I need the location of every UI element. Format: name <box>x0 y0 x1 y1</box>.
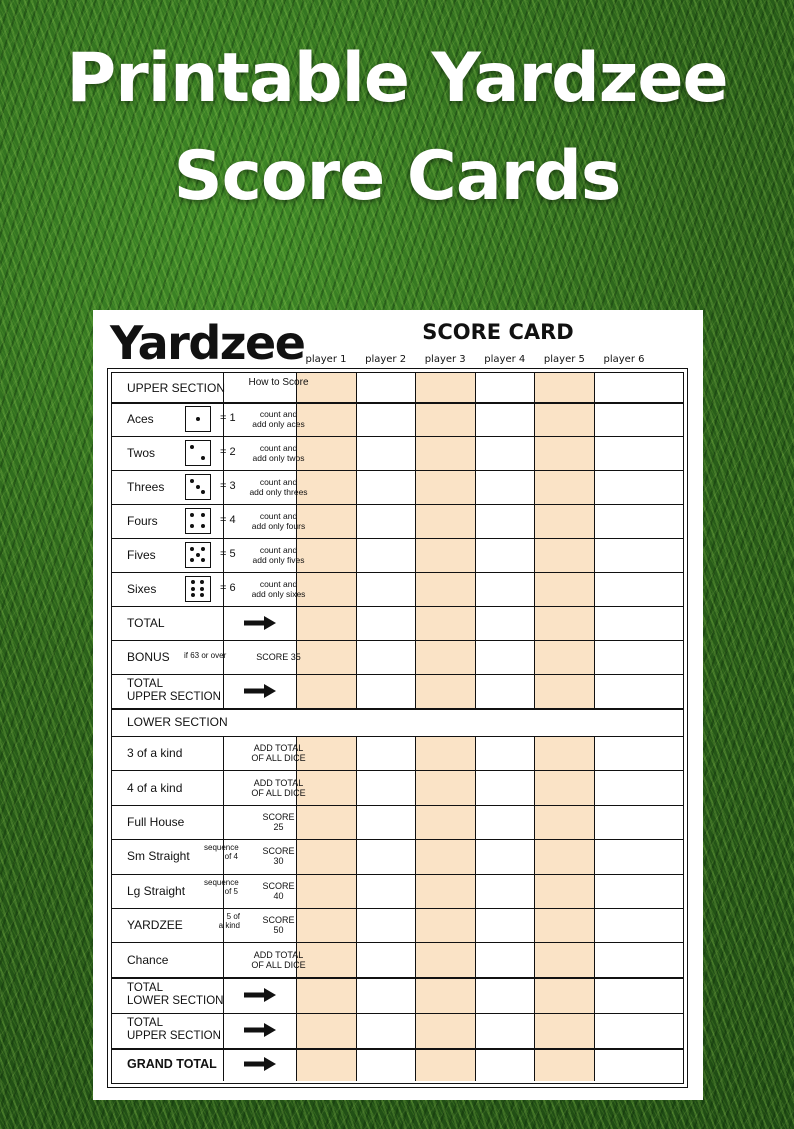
how-to-score-twos <box>242 443 315 463</box>
player-3-score-cell[interactable] <box>415 572 475 606</box>
how-to-score-sixes <box>242 579 315 599</box>
how-to-score-fives-line-2: add only fives <box>252 555 305 565</box>
column-divider <box>534 373 535 708</box>
how-to-score-aces-line-2: add only aces <box>252 419 305 429</box>
player-4-score-cell[interactable] <box>475 942 535 976</box>
player-6-score-cell[interactable] <box>594 1048 654 1081</box>
player-2-score-cell[interactable] <box>356 572 416 606</box>
row-divider <box>112 977 683 979</box>
how-to-score-threes-line-1: count and <box>259 477 298 487</box>
player-2-score-cell[interactable] <box>356 504 416 538</box>
player-3-score-cell[interactable] <box>415 504 475 538</box>
die-pip <box>201 513 205 517</box>
player-3-score-cell[interactable] <box>415 839 475 873</box>
lower-row-note-line-2: a kind <box>218 921 240 930</box>
player-2-score-cell[interactable] <box>356 402 416 436</box>
player-3-score-cell[interactable] <box>415 402 475 436</box>
player-4-score-cell[interactable] <box>475 736 535 770</box>
lower-section-heading: LOWER SECTION <box>127 715 228 729</box>
total-upper-section-label-line-1: TOTAL <box>127 1017 163 1030</box>
bonus-how-to-score: SCORE 35 <box>256 652 301 662</box>
die-pip <box>191 593 195 597</box>
player-6-score-cell[interactable] <box>594 908 654 942</box>
player-4-score-cell[interactable] <box>475 538 535 572</box>
player-6-score-cell[interactable] <box>594 770 654 804</box>
column-divider <box>223 736 224 1081</box>
upper-total-label: TOTAL <box>127 616 165 630</box>
grand-total-label: GRAND TOTAL <box>127 1057 217 1072</box>
lower-row-note <box>204 843 238 861</box>
how-to-score-lower-line-2: 50 <box>273 925 284 936</box>
lower-row-label: Sm Straight <box>127 849 190 864</box>
player-2-score-cell[interactable] <box>356 874 416 908</box>
score-card <box>93 310 703 1100</box>
die-value: = 1 <box>220 412 236 424</box>
how-to-score-lower <box>242 778 315 798</box>
how-to-score-twos-line-1: count and <box>259 443 298 453</box>
column-divider <box>594 736 595 1081</box>
player-4-score-cell[interactable] <box>475 674 535 708</box>
die-pip <box>190 513 194 517</box>
player-2-score-cell[interactable] <box>356 805 416 839</box>
how-to-score-lower-line-1: ADD TOTAL <box>253 949 304 960</box>
column-divider <box>356 373 357 708</box>
how-to-score-fours <box>242 511 315 531</box>
player-6-score-cell[interactable] <box>594 640 654 674</box>
player-6-score-cell[interactable] <box>594 436 654 470</box>
total-upper-section-label-line-2: UPPER SECTION <box>127 1030 221 1043</box>
headline-line-1: Printable Yardzee <box>66 39 728 118</box>
player-4-score-cell[interactable] <box>475 977 535 1013</box>
column-divider <box>475 736 476 1081</box>
lower-row-note <box>206 912 240 930</box>
lower-row-label: 4 of a kind <box>127 780 183 795</box>
player-6-score-cell[interactable] <box>594 977 654 1013</box>
how-to-score-lower-line-2: OF ALL DICE <box>251 787 306 798</box>
die-pip <box>201 547 205 551</box>
yardzee-logo: Yardzee <box>110 316 305 370</box>
how-to-score-lower-line-1: SCORE <box>262 880 295 891</box>
die-4-icon <box>185 508 211 534</box>
player-5-score-cell[interactable] <box>534 504 594 538</box>
upper-section-heading: UPPER SECTION <box>127 380 226 395</box>
arrow-right-icon <box>244 1023 276 1037</box>
die-2-icon <box>185 440 211 466</box>
player-6-score-cell[interactable] <box>594 674 654 708</box>
player-2-score-cell[interactable] <box>356 1013 416 1048</box>
player-5-score-cell[interactable] <box>534 908 594 942</box>
player-4-score-cell[interactable] <box>475 640 535 674</box>
how-to-score-fours-line-2: add only fours <box>251 521 306 531</box>
player-4-score-cell[interactable] <box>475 874 535 908</box>
column-divider <box>415 373 416 708</box>
lower-row-note <box>204 878 238 896</box>
die-1-icon <box>185 406 211 432</box>
die-5-icon <box>185 542 211 568</box>
how-to-score-lower <box>242 846 315 866</box>
how-to-score-sixes-line-1: count and <box>259 579 298 589</box>
headline-line-2: Score Cards <box>173 137 621 216</box>
player-4-score-cell[interactable] <box>475 606 535 640</box>
lower-row-note-line-1: sequence <box>204 843 239 853</box>
lower-row-note-line-1: sequence <box>204 877 239 887</box>
player-2-score-cell[interactable] <box>356 908 416 942</box>
lower-row-label: YARDZEE <box>127 918 183 933</box>
player-6-score-cell[interactable] <box>594 606 654 640</box>
row-divider <box>112 606 683 607</box>
die-pip <box>200 593 204 597</box>
player-6-score-cell[interactable] <box>594 874 654 908</box>
player-5-score-cell[interactable] <box>534 736 594 770</box>
die-pip <box>196 417 200 421</box>
player-3-score-cell[interactable] <box>415 373 475 402</box>
player-3-score-cell[interactable] <box>415 674 475 708</box>
player-3-score-cell[interactable] <box>415 470 475 504</box>
upper-row-label-threes: Threes <box>127 480 165 494</box>
bonus-note: if 63 or over <box>184 651 227 660</box>
row-divider <box>112 402 683 404</box>
die-pip <box>191 580 195 584</box>
lower-row-label: Full House <box>127 815 185 829</box>
player-4-score-cell[interactable] <box>475 839 535 873</box>
lower-row-note-line-1: 5 of <box>226 912 240 921</box>
arrow-right-icon <box>244 684 276 698</box>
die-pip <box>201 456 205 460</box>
player-header-1: player 1 <box>305 354 347 365</box>
die-pip <box>200 580 204 584</box>
bonus-label: BONUS <box>127 650 170 664</box>
player-6-score-cell[interactable] <box>594 538 654 572</box>
player-4-score-cell[interactable] <box>475 572 535 606</box>
arrow-right-icon <box>244 1057 276 1071</box>
column-divider <box>415 736 416 1081</box>
column-divider <box>594 373 595 708</box>
die-pip <box>190 445 194 449</box>
die-value: = 3 <box>220 480 236 492</box>
lower-row-label: Chance <box>127 952 169 967</box>
die-value: = 6 <box>220 582 236 594</box>
how-to-score-lower-line-2: 30 <box>273 856 284 867</box>
row-divider <box>112 470 683 471</box>
how-to-score-lower <box>242 881 315 901</box>
upper-row-label-aces: Aces <box>127 412 154 426</box>
total-lower-section-label-line-2: LOWER SECTION <box>127 994 224 1007</box>
die-pip <box>200 587 204 591</box>
player-5-score-cell[interactable] <box>534 839 594 873</box>
die-value: = 5 <box>220 548 236 560</box>
row-divider <box>112 708 683 710</box>
die-6-icon <box>185 576 211 602</box>
die-3-icon <box>185 474 211 500</box>
how-to-score-aces <box>242 409 315 429</box>
player-3-score-cell[interactable] <box>415 942 475 976</box>
how-to-score-lower-line-1: ADD TOTAL <box>253 777 304 788</box>
die-pip <box>196 485 200 489</box>
player-3-score-cell[interactable] <box>415 436 475 470</box>
how-to-score-lower <box>242 950 315 970</box>
player-3-score-cell[interactable] <box>415 977 475 1013</box>
how-to-score-lower-line-1: ADD TOTAL <box>253 743 304 754</box>
player-2-score-cell[interactable] <box>356 470 416 504</box>
how-to-score-fours-line-1: count and <box>259 511 298 521</box>
player-1-score-cell[interactable] <box>296 977 356 1013</box>
player-6-score-cell[interactable] <box>594 373 654 402</box>
player-2-score-cell[interactable] <box>356 770 416 804</box>
player-2-score-cell[interactable] <box>356 606 416 640</box>
player-5-score-cell[interactable] <box>534 874 594 908</box>
upper-row-label-fours: Fours <box>127 514 158 528</box>
player-5-score-cell[interactable] <box>534 436 594 470</box>
die-pip <box>190 558 194 562</box>
upper-row-label-sixes: Sixes <box>127 582 157 596</box>
how-to-score-lower-line-2: OF ALL DICE <box>251 753 306 764</box>
die-value: = 4 <box>220 514 236 526</box>
lower-row-label: 3 of a kind <box>127 746 183 761</box>
player-5-score-cell[interactable] <box>534 402 594 436</box>
player-4-score-cell[interactable] <box>475 805 535 839</box>
row-divider <box>112 736 683 737</box>
player-3-score-cell[interactable] <box>415 1048 475 1081</box>
total-upper-section-label-line-1: TOTAL <box>127 678 163 690</box>
player-2-score-cell[interactable] <box>356 942 416 976</box>
die-pip <box>190 524 194 528</box>
row-divider <box>112 908 683 909</box>
row-divider <box>112 942 683 943</box>
player-6-score-cell[interactable] <box>594 572 654 606</box>
player-2-score-cell[interactable] <box>356 977 416 1013</box>
how-to-score-lower-line-2: 25 <box>273 822 284 832</box>
player-header-5: player 5 <box>543 354 585 365</box>
player-3-score-cell[interactable] <box>415 770 475 804</box>
row-divider <box>112 572 683 573</box>
die-pip <box>190 479 194 483</box>
upper-row-label-twos: Twos <box>127 446 156 460</box>
player-6-score-cell[interactable] <box>594 1013 654 1048</box>
player-2-score-cell[interactable] <box>356 736 416 770</box>
row-divider <box>112 874 683 875</box>
player-3-score-cell[interactable] <box>415 640 475 674</box>
player-1-score-cell[interactable] <box>296 674 356 708</box>
how-to-score-sixes-line-2: add only sixes <box>251 589 306 599</box>
player-header-6: player 6 <box>603 354 645 365</box>
how-to-score-lower <box>242 812 315 832</box>
total-upper-section-label-line-2: UPPER SECTION <box>127 691 221 703</box>
player-3-score-cell[interactable] <box>415 805 475 839</box>
player-5-score-cell[interactable] <box>534 640 594 674</box>
column-divider <box>356 736 357 1081</box>
how-to-score-lower-line-1: SCORE <box>262 846 295 857</box>
how-to-score-threes <box>242 477 315 497</box>
player-5-score-cell[interactable] <box>534 674 594 708</box>
how-to-score-lower-line-2: 40 <box>273 890 284 901</box>
player-3-score-cell[interactable] <box>415 538 475 572</box>
how-to-score-fives <box>242 545 315 565</box>
player-5-score-cell[interactable] <box>534 1048 594 1081</box>
player-4-score-cell[interactable] <box>475 402 535 436</box>
how-to-score-lower-line-1: SCORE <box>262 915 295 926</box>
player-5-score-cell[interactable] <box>534 770 594 804</box>
player-1-score-cell[interactable] <box>296 1048 356 1081</box>
player-2-score-cell[interactable] <box>356 640 416 674</box>
player-3-score-cell[interactable] <box>415 606 475 640</box>
player-5-score-cell[interactable] <box>534 470 594 504</box>
player-3-score-cell[interactable] <box>415 908 475 942</box>
player-6-score-cell[interactable] <box>594 839 654 873</box>
player-6-score-cell[interactable] <box>594 402 654 436</box>
player-5-score-cell[interactable] <box>534 1013 594 1048</box>
player-4-score-cell[interactable] <box>475 504 535 538</box>
player-1-score-cell[interactable] <box>296 1013 356 1048</box>
player-5-score-cell[interactable] <box>534 538 594 572</box>
total-lower-section-label-line-1: TOTAL <box>127 981 163 994</box>
how-to-score-lower-line-2: OF ALL DICE <box>251 959 306 970</box>
player-4-score-cell[interactable] <box>475 373 535 402</box>
row-divider <box>112 839 683 840</box>
lower-row-note-line-2: of 4 <box>224 852 238 862</box>
player-5-score-cell[interactable] <box>534 572 594 606</box>
player-header-4: player 4 <box>484 354 526 365</box>
player-5-score-cell[interactable] <box>534 373 594 402</box>
lower-row-note-line-2: of 5 <box>224 886 238 896</box>
player-6-score-cell[interactable] <box>594 504 654 538</box>
player-4-score-cell[interactable] <box>475 770 535 804</box>
how-to-score-fives-line-1: count and <box>259 545 298 555</box>
row-divider <box>112 436 683 437</box>
die-pip <box>190 547 194 551</box>
die-pip <box>191 587 195 591</box>
total-lower-section-label <box>127 982 223 1008</box>
row-divider <box>112 805 683 806</box>
player-6-score-cell[interactable] <box>594 736 654 770</box>
row-divider <box>112 538 683 539</box>
player-2-score-cell[interactable] <box>356 538 416 572</box>
die-pip <box>201 490 205 494</box>
player-header-2: player 2 <box>365 354 407 365</box>
how-to-score-lower-line-1: SCORE <box>262 812 295 822</box>
total-upper-section-label <box>127 678 221 704</box>
player-6-score-cell[interactable] <box>594 470 654 504</box>
column-divider <box>534 736 535 1081</box>
player-3-score-cell[interactable] <box>415 736 475 770</box>
player-header-3: player 3 <box>424 354 466 365</box>
player-4-score-cell[interactable] <box>475 1013 535 1048</box>
player-6-score-cell[interactable] <box>594 942 654 976</box>
row-divider <box>112 504 683 505</box>
score-card-title: SCORE CARD <box>422 320 574 344</box>
player-2-score-cell[interactable] <box>356 674 416 708</box>
player-2-score-cell[interactable] <box>356 436 416 470</box>
column-divider <box>475 373 476 708</box>
row-divider <box>112 640 683 641</box>
player-2-score-cell[interactable] <box>356 373 416 402</box>
player-4-score-cell[interactable] <box>475 470 535 504</box>
how-to-score-header: How to Score <box>248 377 309 388</box>
how-to-score-lower <box>242 743 315 763</box>
row-divider <box>112 770 683 771</box>
die-pip <box>201 524 205 528</box>
total-upper-section-label <box>127 1017 221 1043</box>
player-5-score-cell[interactable] <box>534 606 594 640</box>
lower-row-label: Lg Straight <box>127 883 186 898</box>
upper-row-label-fives: Fives <box>127 548 156 562</box>
player-4-score-cell[interactable] <box>475 908 535 942</box>
player-4-score-cell[interactable] <box>475 436 535 470</box>
player-2-score-cell[interactable] <box>356 839 416 873</box>
player-5-score-cell[interactable] <box>534 942 594 976</box>
player-1-score-cell[interactable] <box>296 606 356 640</box>
row-divider <box>112 674 683 675</box>
die-pip <box>201 558 205 562</box>
player-3-score-cell[interactable] <box>415 874 475 908</box>
player-4-score-cell[interactable] <box>475 1048 535 1081</box>
how-to-score-lower <box>242 915 315 935</box>
how-to-score-twos-line-2: add only twos <box>252 453 305 463</box>
row-divider <box>112 1013 683 1014</box>
arrow-right-icon <box>244 616 276 630</box>
player-5-score-cell[interactable] <box>534 805 594 839</box>
how-to-score-threes-line-2: add only threes <box>249 487 308 497</box>
how-to-score-aces-line-1: count and <box>259 409 298 419</box>
player-3-score-cell[interactable] <box>415 1013 475 1048</box>
player-6-score-cell[interactable] <box>594 805 654 839</box>
arrow-right-icon <box>244 988 276 1002</box>
die-pip <box>196 553 200 557</box>
player-5-score-cell[interactable] <box>534 977 594 1013</box>
player-2-score-cell[interactable] <box>356 1048 416 1081</box>
die-value: = 2 <box>220 446 236 458</box>
row-divider <box>112 1048 683 1050</box>
